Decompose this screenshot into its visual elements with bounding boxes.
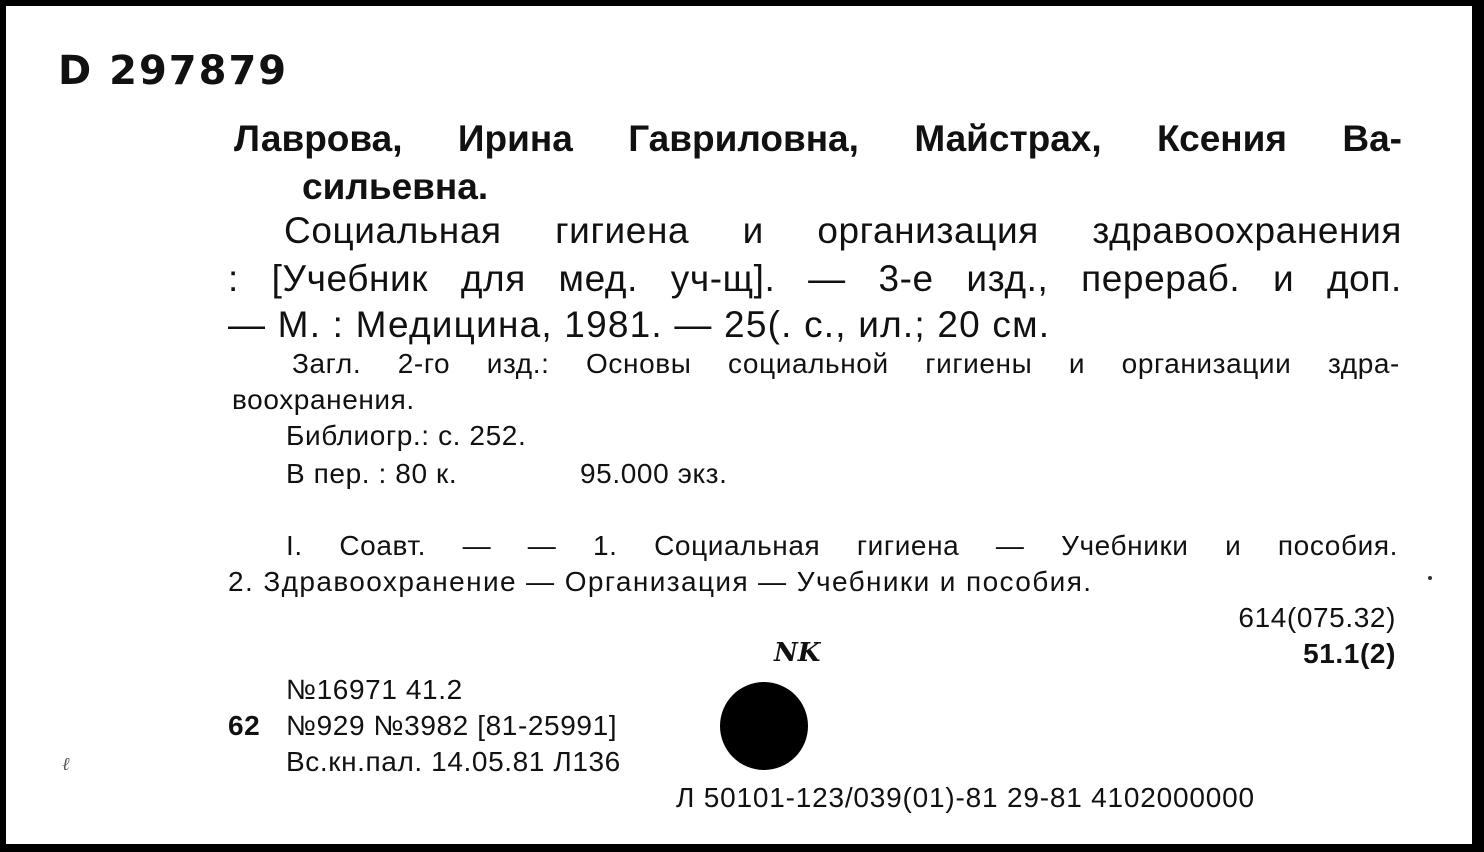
black-dot-mark xyxy=(720,682,808,770)
udc-number: 614(075.32) xyxy=(1238,602,1396,633)
handwritten-initials: NK xyxy=(774,638,821,668)
footer-code: Л 50101-123/039(01)-81 29-81 4102000000 xyxy=(676,782,1255,813)
title-line3: — М. : Медицина, 1981. — 25(. с., ил.; 20 см. xyxy=(228,304,1051,345)
title-line1: Социальная гигиена и организация здравоохранения xyxy=(284,210,1402,251)
author-heading-line2: сильевна. xyxy=(302,166,489,207)
call-number: D 297879 xyxy=(58,48,289,94)
title-line2: : [Учебник для мед. уч-щ]. — 3-е изд., перераб. и доп. xyxy=(228,258,1402,299)
bibliography-note: Библиогр.: с. 252. xyxy=(286,420,527,451)
catalog-card xyxy=(6,6,1472,844)
tracings-line1: I. Соавт. — — 1. Социальная гигиена — Учебники и пособия. xyxy=(286,530,1398,561)
registration-line1: №16971 41.2 xyxy=(286,674,463,705)
margin-mark: ℓ xyxy=(62,754,70,775)
registration-line3: Вс.кн.пал. 14.05.81 Л136 xyxy=(286,746,621,777)
price-note: В пер. : 80 к. xyxy=(286,458,458,489)
tracings-line2: 2. Здравоохранение — Организация — Учебники и пособия. xyxy=(228,566,1093,597)
bbk-number: 51.1(2) xyxy=(1303,638,1396,669)
note-line2: воохранения. xyxy=(232,384,415,415)
author-heading-line1: Лаврова, Ирина Гавриловна, Майстрах, Ксения Ва- xyxy=(234,118,1402,159)
ink-speck xyxy=(1428,576,1432,580)
registration-prefix: 62 xyxy=(228,710,261,741)
registration-line2: №929 №3982 [81-25991] xyxy=(286,710,618,741)
note-line1: Загл. 2-го изд.: Основы социальной гигиены и организации здра- xyxy=(292,348,1400,379)
print-run-note: 95.000 экз. xyxy=(580,458,728,489)
